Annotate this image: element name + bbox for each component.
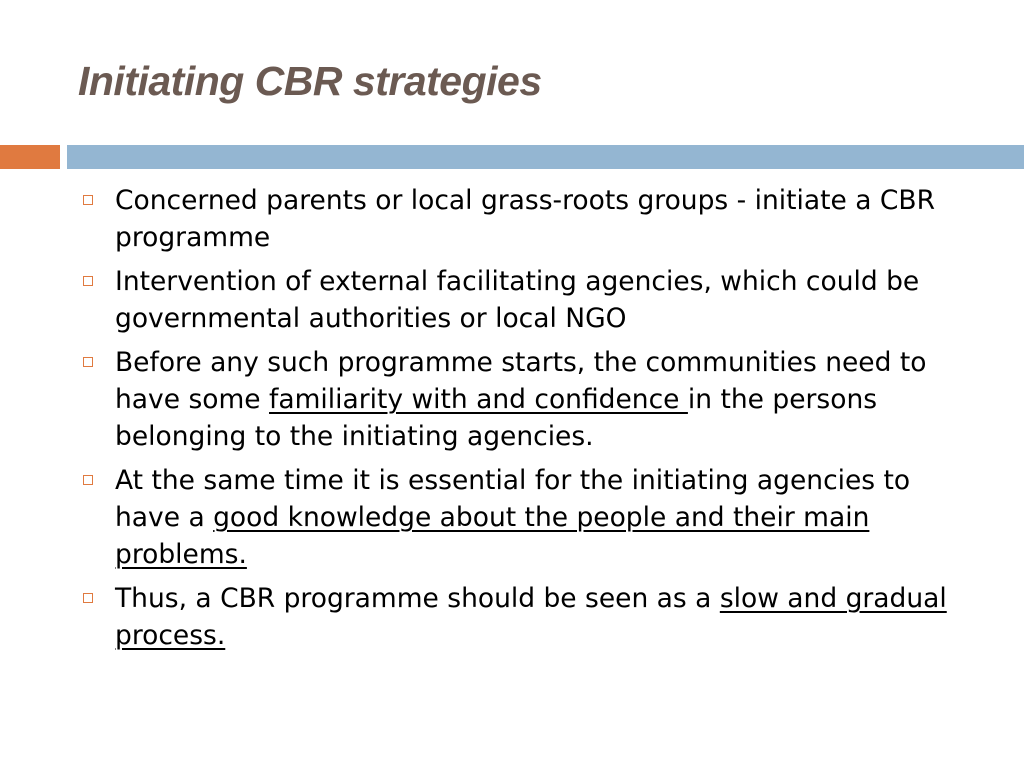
bullet-item: [78, 580, 978, 654]
slide-title: Initiating CBR strategies: [78, 58, 542, 104]
bullet-item: [78, 182, 978, 256]
bullet-item: [78, 344, 978, 455]
bullet-item: [78, 462, 978, 573]
bullet-text: in the persons belonging to the initiating agencies.: [115, 384, 878, 452]
square-bullet-icon: [83, 195, 93, 205]
square-bullet-icon: [83, 357, 93, 367]
bullet-text-underlined: slow and gradual process.: [115, 583, 947, 651]
square-bullet-icon: [83, 475, 93, 485]
bullet-text-underlined: familiarity with and confidence: [269, 384, 688, 415]
accent-bar: [0, 145, 60, 169]
square-bullet-icon: [83, 276, 93, 286]
bullet-text: Intervention of external facilitating agencies, which could be governmental authorities or local NGO: [115, 266, 920, 334]
title-rule-bar: [67, 145, 1024, 169]
bullet-text: At the same time it is essential for the initiating agencies to have a: [115, 465, 911, 533]
square-bullet-icon: [83, 593, 93, 603]
bullet-text-underlined: good knowledge about the people and their main problems.: [115, 502, 870, 570]
bullet-list: [78, 182, 978, 661]
bullet-item: [78, 263, 978, 337]
bullet-text: Concerned parents or local grass-roots groups - initiate a CBR programme: [115, 185, 936, 253]
bullet-text: Before any such programme starts, the communities need to have some: [115, 347, 927, 415]
bullet-text: Thus, a CBR programme should be seen as a: [115, 583, 720, 614]
